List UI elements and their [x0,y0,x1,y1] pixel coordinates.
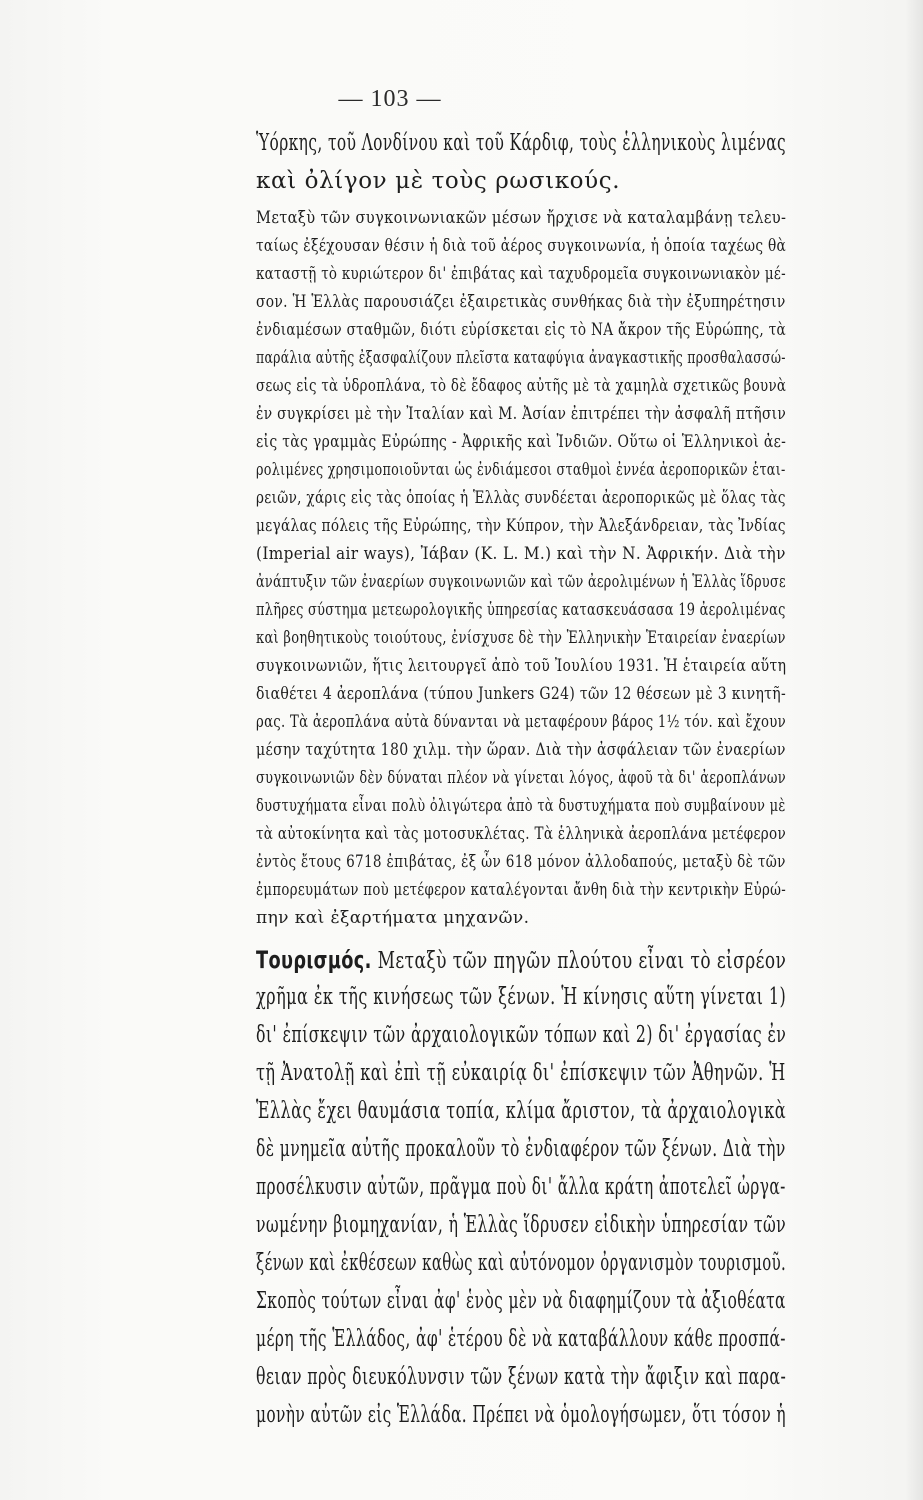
text-line: σεως εἰς τὰ ὑδροπλάνα, τὸ δὲ ἔδαφος αὐτῆς μὲ τὰ χαμηλὰ σχετικῶς βουνὰ [256,376,787,396]
text-line: ρας. Τὰ ἀεροπλάνα αὐτὰ δύνανται νὰ μεταφέρουν βάρος 1½ τόν. καὶ ἔχουν [256,712,786,732]
text-line: τῇ Ἀνατολῇ καὶ ἐπὶ τῇ εὐκαιρίᾳ δι' ἐπίσκεψιν τῶν Ἀθηνῶν. Ἡ [256,1060,786,1086]
text-line: διαθέτει 4 ἀεροπλάνα (τύπου Junkers G24) τῶν 12 θέσεων μὲ 3 κινητῆ- [256,684,787,704]
text-line: τὰ αὐτοκίνητα καὶ τὰς μοτοσυκλέτας. Τὰ ἑλληνικὰ ἀεροπλάνα μετέφερον [256,824,786,844]
text-line: καταστῇ τὸ κυριώτερον δι' ἐπιβάτας καὶ ταχυδρομεῖα συγκοινωνιακὸν μέ- [256,264,787,284]
text-line: (Imperial air ways), Ἰάβαν (K. L. M.) καὶ τὴν Ν. Ἀφρικήν. Διὰ τὴν [256,544,786,564]
text-line: πην καὶ ἐξαρτήματα μηχανῶν. [256,908,530,928]
text-line: ἀνάπτυξιν τῶν ἐναερίων συγκοινωνιῶν καὶ τῶν ἀερολιμένων ἡ Ἑλλὰς ἵδρυσε [256,572,786,592]
text-line: δυστυχήματα εἶναι πολὺ ὀλιγώτερα ἀπὸ τὰ δυστυχήματα ποὺ συμβαίνουν μὲ [256,796,786,816]
text-line: Ἑλλὰς ἔχει θαυμάσια τοπία, κλίμα ἄριστον, τὰ ἀρχαιολογικὰ [256,1098,786,1124]
text-line: ἐμπορευμάτων ποὺ μετέφερον καταλέγονται ἄνθη διὰ τὴν κεντρικὴν Εὐρώ- [256,880,787,900]
text-line: ξένων καὶ ἐκθέσεων καθὼς καὶ αὐτόνομον ὀργανισμὸν τουρισμοῦ. [256,1250,787,1276]
text-line: ρειῶν, χάρις εἰς τὰς ὁποίας ἡ Ἑλλὰς συνδέεται ἀεροπορικῶς μὲ ὅλας τὰς [256,488,786,508]
section-first-line: Μεταξὺ τῶν πηγῶν πλούτου εἶναι τὸ εἰσρέον [371,948,787,974]
text-line: μονὴν αὐτῶν εἰς Ἑλλάδα. Πρέπει νὰ ὁμολογήσωμεν, ὅτι τόσον ἡ [256,1402,786,1428]
text-line: δι' ἐπίσκεψιν τῶν ἀρχαιολογικῶν τόπων καὶ 2) δι' ἐργασίας ἐν [256,1022,787,1048]
text-line: νωμένην βιομηχανίαν, ἡ Ἑλλὰς ἵδρυσεν εἰδικὴν ὑπηρεσίαν τῶν [256,1212,787,1238]
section-heading: Τουρισμός. [256,946,372,974]
text-line [256,946,786,974]
text-line: συγκοινωνιῶν δὲν δύναται πλέον νὰ γίνεται λόγος, ἀφοῦ τὰ δι' ἀεροπλάνων [256,768,786,788]
text-line: Μεταξὺ τῶν συγκοινωνιακῶν μέσων ἤρχισε νὰ καταλαμβάνῃ τελευ- [256,208,787,228]
text-line: μεγάλας πόλεις τῆς Εὐρώπης, τὴν Κύπρον, τὴν Ἀλεξάνδρειαν, τὰς Ἰνδίας [256,516,786,536]
text-line: προσέλκυσιν αὐτῶν, πρᾶγμα ποὺ δι' ἄλλα κράτη ἀποτελεῖ ὠργα- [256,1174,786,1200]
page-edge-shadow [905,0,923,1500]
text-line: θειαν πρὸς διευκόλυνσιν τῶν ξένων κατὰ τὴν ἄφιξιν καὶ παρα- [256,1364,787,1390]
text-line: ἐν συγκρίσει μὲ τὴν Ἰταλίαν καὶ Μ. Ἀσίαν ἐπιτρέπει τὴν ἀσφαλῆ πτῆσιν [256,404,787,424]
text-line: σον. Ἡ Ἑλλὰς παρουσιάζει ἐξαιρετικὰς συνθήκας διὰ τὴν ἐξυπηρέτησιν [256,292,786,312]
text-line: συγκοινωνιῶν, ἥτις λειτουργεῖ ἀπὸ τοῦ Ἰουλίου 1931. Ἡ ἑταιρεία αὕτη [256,656,787,676]
text-line: χρῆμα ἐκ τῆς κινήσεως τῶν ξένων. Ἡ κίνησις αὕτη γίνεται 1) [256,984,787,1010]
text-line: ρολιμένες χρησιμοποιοῦνται ὡς ἐνδιάμεσοι σταθμοὶ ἐννέα ἀεροπορικῶν ἑται- [256,460,786,480]
text-line: παράλια αὐτῆς ἐξασφαλίζουν πλεῖστα καταφύγια ἀναγκαστικῆς προσθαλασσώ- [256,348,786,368]
text-line: πλῆρες σύστημα μετεωρολογικῆς ὑπηρεσίας κατασκευάσασα 19 ἀερολιμένας [256,600,786,620]
text-line: δὲ μνημεῖα αὐτῆς προκαλοῦν τὸ ἐνδιαφέρον τῶν ξένων. Διὰ τὴν [256,1136,786,1162]
text-line: ταίως ἐξέχουσαν θέσιν ἡ διὰ τοῦ ἀέρος συγκοινωνία, ἡ ὁποία ταχέως θὰ [256,236,787,256]
text-line: ἐντὸς ἔτους 6718 ἐπιβάτας, ἐξ ὧν 618 μόνον ἀλλοδαπούς, μεταξὺ δὲ τῶν [256,852,786,872]
text-line: καὶ βοηθητικοὺς τοιούτους, ἐνίσχυσε δὲ τὴν Ἑλληνικὴν Ἑταιρείαν ἐναερίων [256,628,786,648]
text-line: ἐνδιαμέσων σταθμῶν, διότι εὑρίσκεται εἰς τὸ ΝΑ ἄκρον τῆς Εὐρώπης, τὰ [256,320,787,340]
text-line: εἰς τὰς γραμμὰς Εὐρώπης - Ἀφρικῆς καὶ Ἰνδιῶν. Οὕτω οἱ Ἑλληνικοὶ ἀε- [256,432,787,452]
text-line: μέρη τῆς Ἑλλάδος, ἀφ' ἑτέρου δὲ νὰ καταβάλλουν κάθε προσπά- [256,1326,786,1352]
text-line: μέσην ταχύτητα 180 χιλμ. τὴν ὥραν. Διὰ τὴν ἀσφάλειαν τῶν ἐναερίων [256,740,786,760]
page-number: — 103 — [338,86,442,112]
text-line: Σκοπὸς τούτων εἶναι ἀφ' ἑνὸς μὲν νὰ διαφημίζουν τὰ ἀξιοθέατα [256,1288,786,1314]
text-line: Ὑόρκης, τοῦ Λονδίνου καὶ τοῦ Κάρδιφ, τοὺς ἑλληνικοὺς λιμένας [256,130,787,156]
text-line: καὶ ὀλίγον μὲ τοὺς ρωσικούς. [256,168,621,194]
